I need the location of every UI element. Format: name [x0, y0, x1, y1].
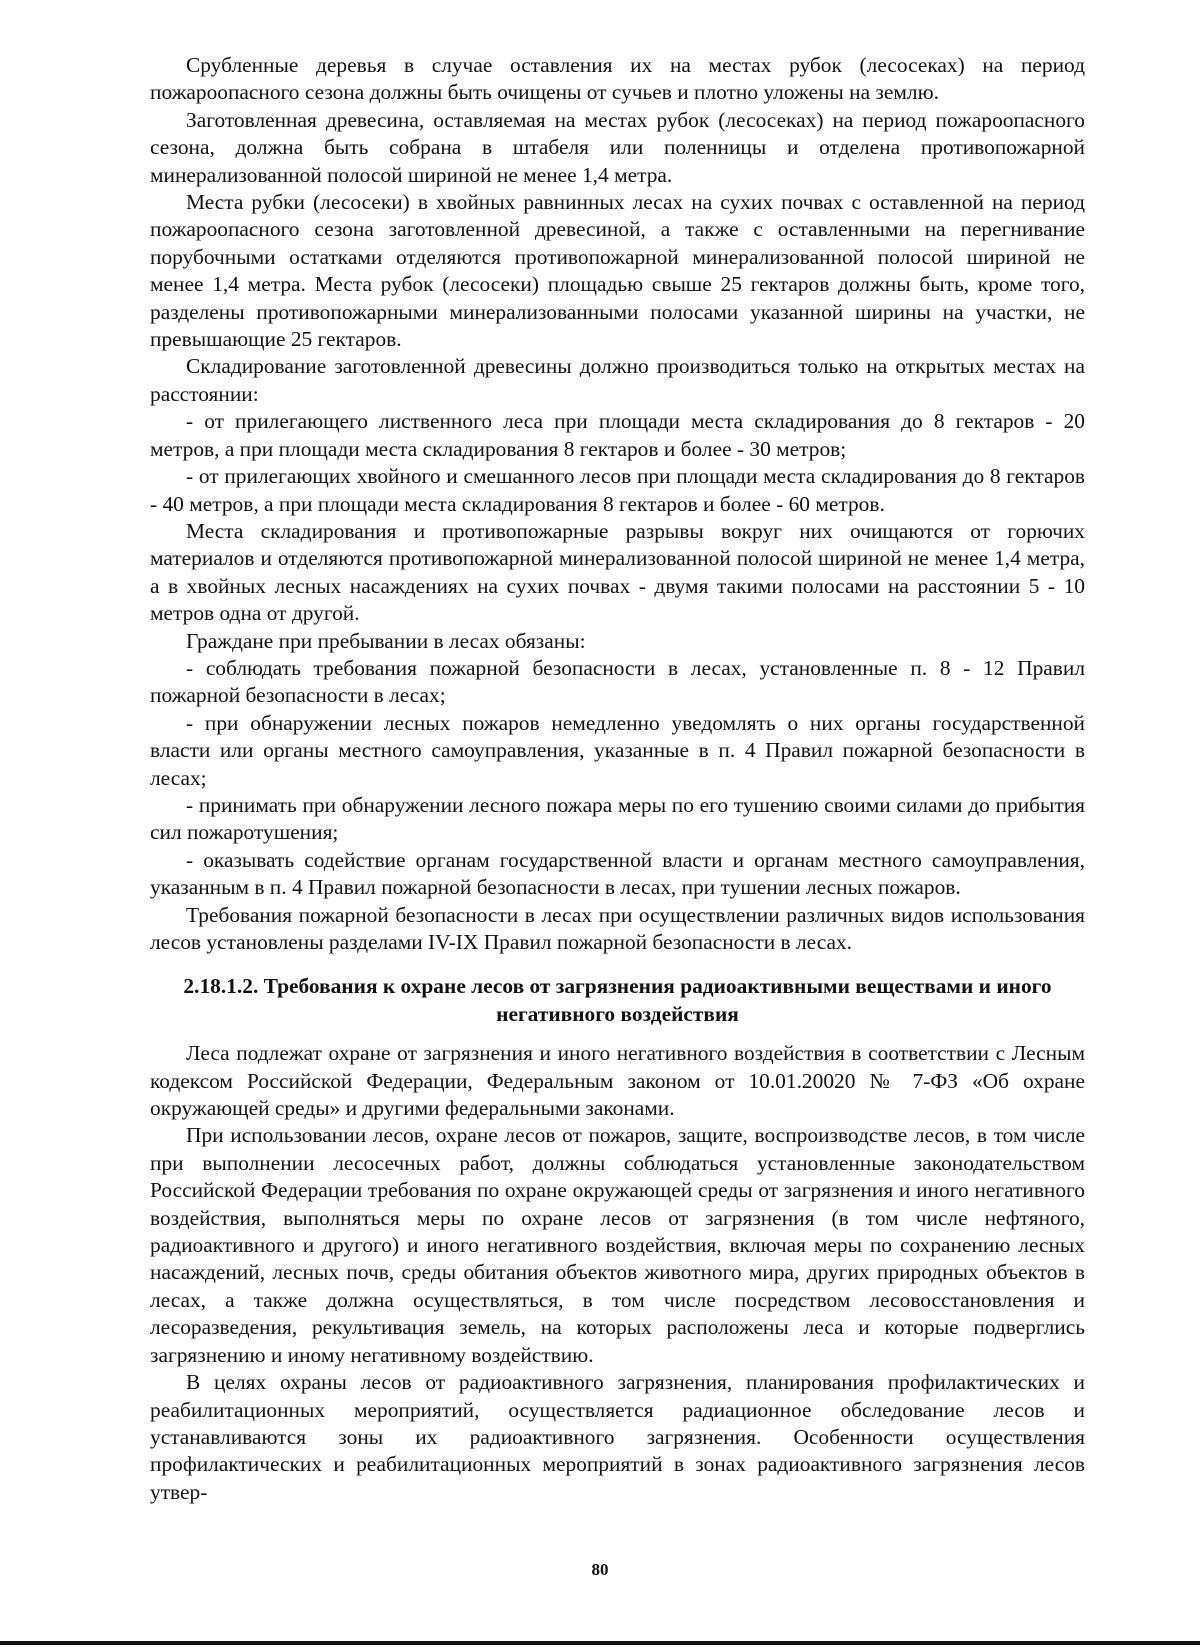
paragraph-citizens-obligations: Граждане при пребывании в лесах обязаны:	[186, 628, 586, 653]
list-item-coniferous-forest: - от прилегающих хвойного и смешанного лесов при площади места складирования до 8 гектаров - 40 метров, а при площади места складирования 8 гектаров и более - 60 метров.	[150, 464, 1085, 516]
bottom-divider	[0, 1641, 1200, 1645]
paragraph-felled-trees: Срубленные деревья в случае оставления их на местах рубок (лесосеках) на период пожароопасного сезона должны быть очищены от сучьев и плотно уложены на землю.	[150, 53, 1085, 105]
paragraph-storage-clearing: Места складирования и противопожарные разрывы вокруг них очищаются от горючих материалов и отделяются противопожарной минерализованной полосой шириной не менее 1,4 метра, а в хвойных лесных насаждениях на сухих почвах - двумя такими полосами на расстоянии 5 - 10 метров одна от другой.	[150, 518, 1085, 626]
paragraph-forest-use-requirements: При использовании лесов, охране лесов от пожаров, защите, воспроизводстве лесов, в том числе при выполнении лесосечных работ, должны соблюдаться установленные законодательством Российской Федерации требования по охране окружающей среды от загрязнения и иного негативного воздействия, выполняться меры по охране лесов от загрязнения (в том числе нефтяного, радиоактивного и другого) и иного негативного воздействия, включая меры по сохранению лесных насаждений, лесных почв, среды обитания объектов животного мира, других природных объектов в лесах, а также должна осуществляться, в том числе посредством лесовосстановления и лесоразведения, рекультивация земель, на которых расположены леса и которые подверглись загрязнению и иному негативному воздействию.	[150, 1123, 1085, 1367]
page-number: 80	[591, 1560, 609, 1579]
list-item-report-fires: - при обнаружении лесных пожаров немедленно уведомлять о них органы государственной власти или органы местного самоуправления, указанные в п. 4 Правил пожарной безопасности в лесах;	[150, 710, 1085, 790]
document-page	[150, 52, 1085, 1506]
list-item-extinguish-fire: - принимать при обнаружении лесного пожара меры по его тушению своими силами до прибытия сил пожаротушения;	[150, 792, 1085, 845]
paragraph-cutting-sites: Места рубки (лесосеки) в хвойных равнинных лесах на сухих почвах с оставленной на период пожароопасного сезона заготовленной древесиной, а также с оставленными на перегнивание порубочными остатками отделяются противопожарной минерализованной полосой шириной не менее 1,4 метра. Места рубок (лесосеки) площадью свыше 25 гектаров должны быть, кроме того, разделены противопожарными минерализованными полосами указанной ширины на участки, не превышающие 25 гектаров.	[150, 190, 1085, 352]
list-item-comply-requirements: - соблюдать требования пожарной безопасности в лесах, установленные п. 8 - 12 Правил пожарной безопасности в лесах;	[150, 655, 1085, 708]
paragraph-fire-safety-sections: Требования пожарной безопасности в лесах при осуществлении различных видов использования лесов установлены разделами IV-IX Правил пожарной безопасности в лесах.	[150, 902, 1085, 954]
paragraph-radiation-survey: В целях охраны лесов от радиоактивного загрязнения, планирования профилактических и реабилитационных мероприятий, осуществляется радиационное обследование лесов и устанавливаются зоны их радиоактивного загрязнения. Особенности осуществления профилактических и реабилитационных мероприятий в зонах радиоактивного загрязнения лесов утвер-	[150, 1370, 1085, 1504]
paragraph-harvested-wood: Заготовленная древесина, оставляемая на местах рубок (лесосеках) на период пожароопасного сезона, должна быть собрана в штабеля или поленницы и отделена противопожарной минерализованной полосой шириной не менее 1,4 метра.	[150, 107, 1085, 187]
list-item-deciduous-forest: - от прилегающего лиственного леса при площади места складирования до 8 гектаров - 20 метров, а при площади места складирования 8 гектаров и более - 30 метров;	[150, 409, 1085, 461]
paragraph-storage-distances: Складирование заготовленной древесины должно производиться только на открытых местах на расстоянии:	[150, 354, 1085, 406]
section-heading: 2.18.1.2. Требования к охране лесов от загрязнения радиоактивными веществами и иного негативного воздействия	[183, 974, 1052, 1026]
list-item-assist-authorities: - оказывать содействие органам государственной власти и органам местного самоуправления, указанным в п. 4 Правил пожарной безопасности в лесах, при тушении лесных пожаров.	[150, 847, 1085, 900]
paragraph-forest-protection-law: Леса подлежат охране от загрязнения и иного негативного воздействия в соответствии с Лесным кодексом Российской Федерации, Федеральным законом от 10.01.20020 № 7-ФЗ «Об охране окружающей среды» и другими федеральными законами.	[150, 1041, 1085, 1121]
